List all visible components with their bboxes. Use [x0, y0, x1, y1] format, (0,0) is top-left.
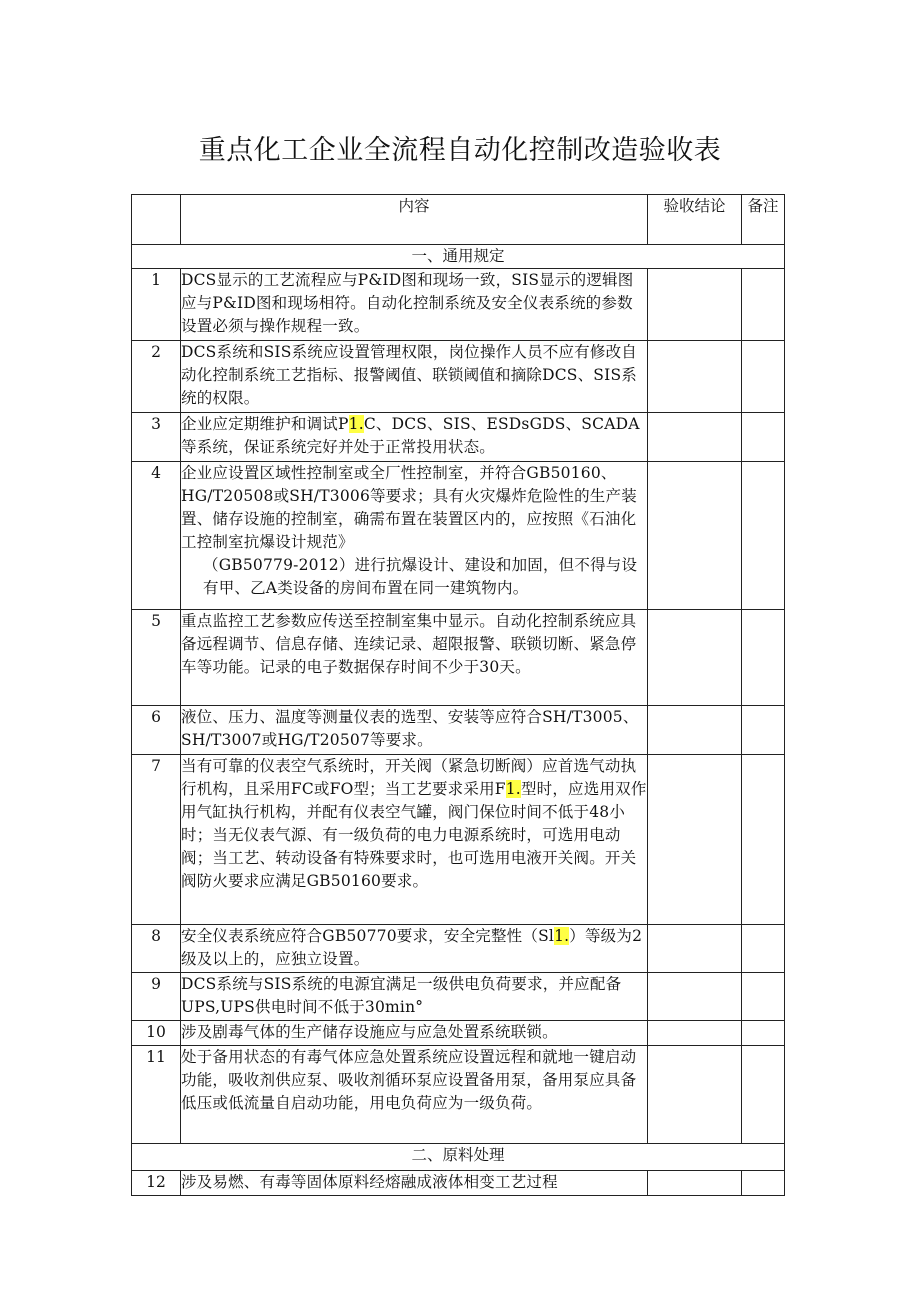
remark-cell [742, 1021, 785, 1046]
conclusion-cell [648, 269, 742, 341]
table-row [132, 1046, 785, 1144]
row-number: 1 [132, 269, 181, 341]
row-content: DCS系统和SIS系统应设置管理权限，岗位操作人员不应有修改自动化控制系统工艺指标、报警阈值、联锁阈值和摘除DCS、SIS系统的权限。 [181, 341, 648, 413]
row-number: 7 [132, 755, 181, 925]
row-number: 9 [132, 973, 181, 1021]
section-row [132, 245, 785, 269]
conclusion-cell [648, 706, 742, 755]
row-content [181, 413, 648, 462]
row-number: 6 [132, 706, 181, 755]
row-number: 3 [132, 413, 181, 462]
table-row [132, 269, 785, 341]
table-row [132, 341, 785, 413]
table-row [132, 413, 785, 462]
table-row [132, 1021, 785, 1046]
table-row [132, 610, 785, 706]
conclusion-cell [648, 973, 742, 1021]
section-label-general: 一、通用规定 [132, 245, 785, 269]
highlighted-text: 1. [554, 927, 570, 945]
row-text-part: 型时，应选用双作用气缸执行机构，并配有仪表空气罐，阀门保位时间不低于48小时；当无仪表气源、有一级负荷的电力电源系统时，可选用电动阀；当工艺、转动设备有特殊要求时，也可选用电液开关阀。开关阀防火要求应满足GB50160要求。 [181, 780, 647, 890]
conclusion-cell [648, 610, 742, 706]
section-row [132, 1144, 785, 1171]
highlighted-text: 1. [505, 780, 521, 798]
row-content: DCS显示的工艺流程应与P&ID图和现场一致，SIS显示的逻辑图应与P&ID图和现场相符。自动化控制系统及安全仪表系统的参数设置必须与操作规程一致。 [181, 269, 648, 341]
row-content: 处于备用状态的有毒气体应急处置系统应设置远程和就地一键启动功能，吸收剂供应泵、吸收剂循环泵应设置备用泵，备用泵应具备低压或低流量自启动功能，用电负荷应为一级负荷。 [181, 1046, 648, 1144]
row-text-part: 企业应设置区域性控制室或全厂性控制室，并符合GB50160、HG/T20508或SH/T3006等要求；具有火灾爆炸危险性的生产装置、储存设施的控制室，确需布置在装置区内的，应按照《石油化工控制室抗爆设计规范》 [181, 464, 637, 551]
row-text-part: 当有可靠的仪表空气系统时，开关阀（紧急切断阀）应首选气动执行机构，且采用FC或FO型；当工艺要求采用F [181, 757, 637, 798]
table-row [132, 1171, 785, 1196]
remark-cell [742, 1046, 785, 1144]
row-content: 重点监控工艺参数应传送至控制室集中显示。自动化控制系统应具备远程调节、信息存储、连续记录、超限报警、联锁切断、紧急停车等功能。记录的电子数据保存时间不少于30天。 [181, 610, 648, 706]
row-number: 2 [132, 341, 181, 413]
row-number: 5 [132, 610, 181, 706]
page-title: 重点化工企业全流程自动化控制改造验收表 [198, 135, 722, 166]
conclusion-cell [648, 1046, 742, 1144]
conclusion-cell [648, 413, 742, 462]
row-number: 11 [132, 1046, 181, 1144]
section-label-raw-materials: 二、原料处理 [132, 1144, 785, 1171]
remark-cell [742, 413, 785, 462]
remark-cell [742, 973, 785, 1021]
remark-cell [742, 706, 785, 755]
conclusion-cell [648, 341, 742, 413]
table-header-row [132, 195, 785, 245]
conclusion-cell [648, 1171, 742, 1196]
header-no [132, 195, 181, 245]
remark-cell [742, 610, 785, 706]
acceptance-table [131, 194, 785, 1196]
row-number: 8 [132, 925, 181, 973]
table-row [132, 755, 785, 925]
remark-cell [742, 462, 785, 610]
highlighted-text: 1. [348, 415, 364, 433]
row-content [181, 462, 648, 610]
remark-cell [742, 755, 785, 925]
row-text-part: （GB50779-2012）进行抗爆设计、建设和加固，但不得与设有甲、乙A类设备的房间布置在同一建筑物内。 [203, 556, 638, 597]
remark-cell [742, 925, 785, 973]
row-number: 4 [132, 462, 181, 610]
row-text-part: ）等级为2级及以上的，应独立设置。 [181, 927, 643, 968]
conclusion-cell [648, 755, 742, 925]
conclusion-cell [648, 925, 742, 973]
table-row [132, 925, 785, 973]
row-content: 液位、压力、温度等测量仪表的选型、安装等应符合SH/T3005、SH/T3007或HG/T20507等要求。 [181, 706, 648, 755]
row-text-part: 安全仪表系统应符合GB50770要求，安全完整性（Sl [181, 927, 555, 945]
row-number: 12 [132, 1171, 181, 1196]
row-content: 涉及剧毒气体的生产储存设施应与应急处置系统联锁。 [181, 1021, 648, 1046]
row-text-part: 企业应定期维护和调试P [181, 415, 349, 433]
remark-cell [742, 341, 785, 413]
header-remark: 备注 [742, 195, 785, 245]
row-text-part: C、DCS、SIS、ESDsGDS、SCADA等系统，保证系统完好并处于正常投用状态。 [181, 415, 640, 456]
header-conclusion: 验收结论 [648, 195, 742, 245]
table-row [132, 973, 785, 1021]
conclusion-cell [648, 1021, 742, 1046]
row-number: 10 [132, 1021, 181, 1046]
row-content [181, 755, 648, 925]
table-row [132, 706, 785, 755]
row-content: DCS系统与SIS系统的电源宜满足一级供电负荷要求，并应配备UPS,UPS供电时间不低于30min° [181, 973, 648, 1021]
remark-cell [742, 1171, 785, 1196]
header-content: 内容 [181, 195, 648, 245]
row-content [181, 925, 648, 973]
conclusion-cell [648, 462, 742, 610]
row-content: 涉及易燃、有毒等固体原料经熔融成液体相变工艺过程 [181, 1171, 648, 1196]
table-row [132, 462, 785, 610]
remark-cell [742, 269, 785, 341]
